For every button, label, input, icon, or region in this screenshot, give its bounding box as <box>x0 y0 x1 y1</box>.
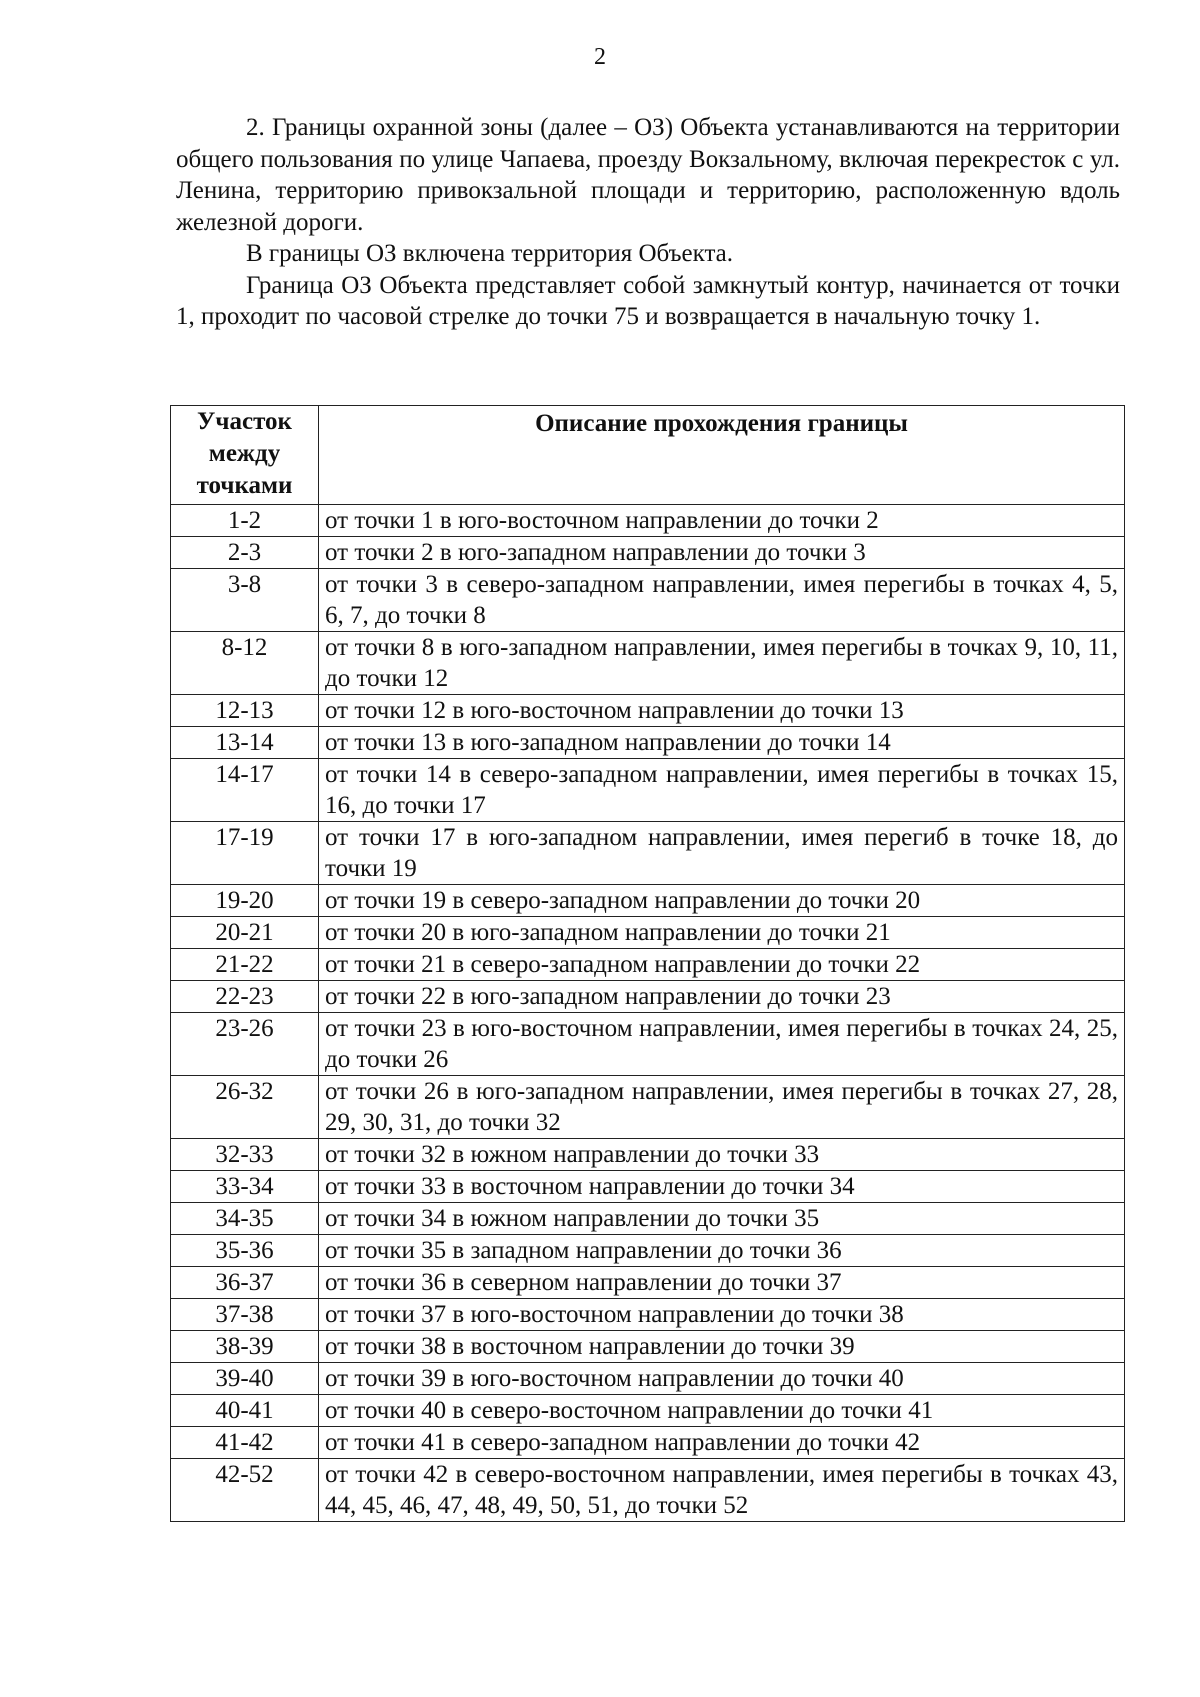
description-cell: от точки 22 в юго-западном направлении до точки 23 <box>319 981 1125 1013</box>
description-cell: от точки 26 в юго-западном направлении, имея перегибы в точках 27, 28, 29, 30, 31, до точки 32 <box>319 1076 1125 1139</box>
table-row <box>171 1171 1125 1203</box>
description-cell: от точки 17 в юго-западном направлении, имея перегиб в точке 18, до точки 19 <box>319 822 1125 885</box>
intro-text <box>176 112 1120 333</box>
table-row <box>171 569 1125 632</box>
description-cell: от точки 23 в юго-восточном направлении, имея перегибы в точках 24, 25, до точки 26 <box>319 1013 1125 1076</box>
table-row <box>171 695 1125 727</box>
segment-cell: 38-39 <box>171 1331 319 1363</box>
table-row <box>171 1076 1125 1139</box>
description-cell: от точки 21 в северо-западном направлении до точки 22 <box>319 949 1125 981</box>
segment-cell: 35-36 <box>171 1235 319 1267</box>
segment-cell: 1-2 <box>171 505 319 537</box>
table-row <box>171 1427 1125 1459</box>
segment-cell: 39-40 <box>171 1363 319 1395</box>
description-cell: от точки 1 в юго-восточном направлении до точки 2 <box>319 505 1125 537</box>
segment-cell: 3-8 <box>171 569 319 632</box>
segment-cell: 21-22 <box>171 949 319 981</box>
description-cell: от точки 34 в южном направлении до точки 35 <box>319 1203 1125 1235</box>
description-cell: от точки 33 в восточном направлении до точки 34 <box>319 1171 1125 1203</box>
paragraph-boundaries: 2. Границы охранной зоны (далее – ОЗ) Объекта устанавливаются на территории общего пользования по улице Чапаева, проезду Вокзальному, включая перекресток с ул. Ленина, территорию привокзальной площади и территорию, расположенную вдоль железной дороги. <box>176 114 1120 236</box>
description-cell: от точки 3 в северо-западном направлении, имея перегибы в точках 4, 5, 6, 7, до точки 8 <box>319 569 1125 632</box>
table-row <box>171 537 1125 569</box>
segment-cell: 12-13 <box>171 695 319 727</box>
table-row <box>171 1139 1125 1171</box>
table-row <box>171 1299 1125 1331</box>
segment-cell: 2-3 <box>171 537 319 569</box>
header-description: Описание прохождения границы <box>319 406 1125 505</box>
segment-cell: 34-35 <box>171 1203 319 1235</box>
table-header-row <box>171 406 1125 505</box>
segment-cell: 37-38 <box>171 1299 319 1331</box>
segment-cell: 32-33 <box>171 1139 319 1171</box>
boundary-table <box>170 405 1125 1522</box>
description-cell: от точки 14 в северо-западном направлении, имея перегибы в точках 15, 16, до точки 17 <box>319 759 1125 822</box>
segment-cell: 17-19 <box>171 822 319 885</box>
table-row <box>171 917 1125 949</box>
segment-cell: 19-20 <box>171 885 319 917</box>
table-row <box>171 1363 1125 1395</box>
segment-cell: 23-26 <box>171 1013 319 1076</box>
table-row <box>171 1013 1125 1076</box>
table-row <box>171 949 1125 981</box>
table-row <box>171 505 1125 537</box>
description-cell: от точки 36 в северном направлении до точки 37 <box>319 1267 1125 1299</box>
segment-cell: 42-52 <box>171 1459 319 1522</box>
segment-cell: 40-41 <box>171 1395 319 1427</box>
paragraph-territory: В границы ОЗ включена территория Объекта. <box>246 240 734 267</box>
segment-cell: 22-23 <box>171 981 319 1013</box>
header-segment: Участок между точками <box>171 406 319 505</box>
description-cell: от точки 39 в юго-восточном направлении до точки 40 <box>319 1363 1125 1395</box>
segment-cell: 20-21 <box>171 917 319 949</box>
table-row <box>171 632 1125 695</box>
table-row <box>171 822 1125 885</box>
description-cell: от точки 41 в северо-западном направлении до точки 42 <box>319 1427 1125 1459</box>
segment-cell: 26-32 <box>171 1076 319 1139</box>
description-cell: от точки 12 в юго-восточном направлении до точки 13 <box>319 695 1125 727</box>
page-number: 2 <box>594 44 606 70</box>
segment-cell: 13-14 <box>171 727 319 759</box>
segment-cell: 36-37 <box>171 1267 319 1299</box>
table-row <box>171 759 1125 822</box>
table-row <box>171 885 1125 917</box>
segment-cell: 33-34 <box>171 1171 319 1203</box>
description-cell: от точки 38 в восточном направлении до точки 39 <box>319 1331 1125 1363</box>
description-cell: от точки 37 в юго-восточном направлении до точки 38 <box>319 1299 1125 1331</box>
description-cell: от точки 19 в северо-западном направлении до точки 20 <box>319 885 1125 917</box>
table-row <box>171 1203 1125 1235</box>
table-row <box>171 727 1125 759</box>
table-row <box>171 1267 1125 1299</box>
table-row <box>171 1235 1125 1267</box>
description-cell: от точки 13 в юго-западном направлении до точки 14 <box>319 727 1125 759</box>
paragraph-contour: Граница ОЗ Объекта представляет собой замкнутый контур, начинается от точки 1, проходит по часовой стрелке до точки 75 и возвращается в начальную точку 1. <box>176 271 1120 330</box>
description-cell: от точки 2 в юго-западном направлении до точки 3 <box>319 537 1125 569</box>
segment-cell: 41-42 <box>171 1427 319 1459</box>
description-cell: от точки 35 в западном направлении до точки 36 <box>319 1235 1125 1267</box>
table-body <box>171 505 1125 1522</box>
description-cell: от точки 42 в северо-восточном направлении, имея перегибы в точках 43, 44, 45, 46, 47, 48, 49, 50, 51, до точки 52 <box>319 1459 1125 1522</box>
table-row <box>171 1395 1125 1427</box>
description-cell: от точки 32 в южном направлении до точки 33 <box>319 1139 1125 1171</box>
segment-cell: 8-12 <box>171 632 319 695</box>
description-cell: от точки 8 в юго-западном направлении, имея перегибы в точках 9, 10, 11, до точки 12 <box>319 632 1125 695</box>
table-row <box>171 1331 1125 1363</box>
table-row <box>171 1459 1125 1522</box>
segment-cell: 14-17 <box>171 759 319 822</box>
table-row <box>171 981 1125 1013</box>
description-cell: от точки 20 в юго-западном направлении до точки 21 <box>319 917 1125 949</box>
description-cell: от точки 40 в северо-восточном направлении до точки 41 <box>319 1395 1125 1427</box>
